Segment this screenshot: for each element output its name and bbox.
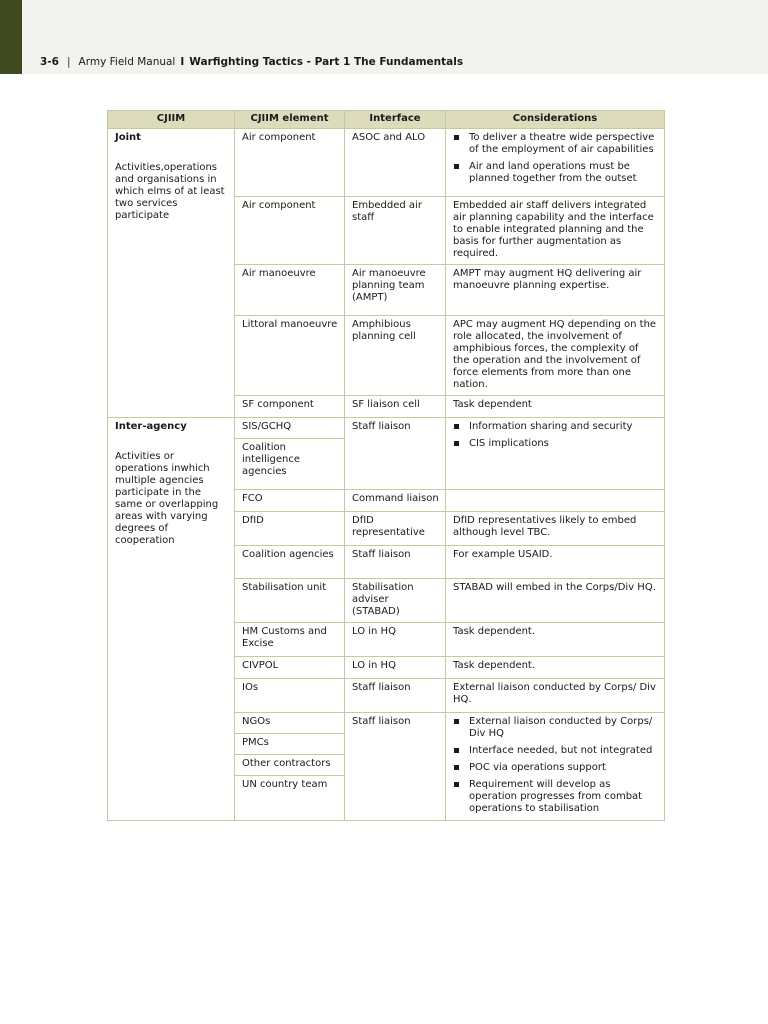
considerations-cell: Task dependent. [446, 657, 665, 679]
group-cell-interagency [108, 418, 235, 821]
element-cell: SF component [235, 396, 345, 418]
bullet-item: Air and land operations must be planned together from the outset [453, 161, 658, 185]
table-header-row [108, 111, 665, 129]
element-cell: SIS/GCHQ [235, 418, 345, 439]
element-cell: NGOs [235, 713, 345, 734]
element-cell: PMCs [235, 734, 345, 755]
column-header: CJIIM element [235, 111, 345, 129]
considerations-cell: Task dependent. [446, 623, 665, 657]
bullet-item: Information sharing and security [453, 421, 658, 433]
group-cell-joint [108, 129, 235, 418]
group-description: Activities or operations inwhich multiple agencies participate in the same or overlapping areas with varying degrees of cooperation [115, 451, 219, 546]
group-title: Inter-agency [115, 421, 187, 432]
element-cell: HM Customs and Excise [235, 623, 345, 657]
interface-cell: Staff liaison [345, 713, 446, 821]
element-cell: IOs [235, 679, 345, 713]
element-cell: Air manoeuvre [235, 265, 345, 316]
document-title: Warfighting Tactics - Part 1 The Fundamentals [189, 56, 464, 68]
element-cell: CIVPOL [235, 657, 345, 679]
bullet-item: Requirement will develop as operation progresses from combat operations to stabilisation [453, 779, 658, 815]
interface-cell: SF liaison cell [345, 396, 446, 418]
bullet-item: POC via operations support [453, 762, 658, 774]
considerations-cell: AMPT may augment HQ delivering air manoeuvre planning expertise. [446, 265, 665, 316]
considerations-cell: APC may augment HQ depending on the role allocated, the involvement of amphibious forces, the complexity of the operation and the involvement of force elements from more than one nation. [446, 316, 665, 396]
table-row [108, 418, 665, 439]
column-header: Considerations [446, 111, 665, 129]
interface-cell: Staff liaison [345, 679, 446, 713]
bullet-item: External liaison conducted by Corps/ Div HQ [453, 716, 658, 740]
considerations-cell: STABAD will embed in the Corps/Div HQ. [446, 579, 665, 623]
running-header [40, 56, 463, 68]
interface-cell: LO in HQ [345, 657, 446, 679]
interface-cell: Amphibious planning cell [345, 316, 446, 396]
header-accent-bar [0, 0, 22, 74]
group-title: Joint [115, 132, 141, 143]
interface-cell: Command liaison [345, 490, 446, 512]
cjiim-table [107, 110, 665, 821]
interface-cell: ASOC and ALO [345, 129, 446, 197]
considerations-cell: Task dependent [446, 396, 665, 418]
bullet-list [453, 421, 658, 450]
interface-cell: DfID representative [345, 512, 446, 546]
element-cell: Littoral manoeuvre [235, 316, 345, 396]
bullet-list [453, 716, 658, 815]
element-cell: Other contractors [235, 755, 345, 776]
element-cell: UN country team [235, 776, 345, 821]
group-description: Activities,operations and organisations in which elms of at least two services participate [115, 162, 225, 221]
column-header: Interface [345, 111, 446, 129]
element-cell: DfID [235, 512, 345, 546]
header-divider: I [180, 56, 185, 68]
element-cell: Coalition intelligence agencies [235, 439, 345, 490]
element-cell: FCO [235, 490, 345, 512]
element-cell: Air component [235, 197, 345, 265]
interface-cell: Stabilisation adviser (STABAD) [345, 579, 446, 623]
considerations-cell: DfID representatives likely to embed although level TBC. [446, 512, 665, 546]
bullet-item: CIS implications [453, 438, 658, 450]
page-number: 3-6 [40, 56, 59, 68]
interface-cell: Air manoeuvre planning team (AMPT) [345, 265, 446, 316]
column-header: CJIIM [108, 111, 235, 129]
manual-name: Army Field Manual [78, 56, 176, 68]
considerations-cell: Embedded air staff delivers integrated air planning capability and the interface to enable integrated planning and the basis for further augmentation as required. [446, 197, 665, 265]
considerations-cell [446, 490, 665, 512]
considerations-cell [446, 418, 665, 490]
element-cell: Air component [235, 129, 345, 197]
interface-cell: Staff liaison [345, 546, 446, 579]
table-row [108, 129, 665, 197]
considerations-cell: For example USAID. [446, 546, 665, 579]
interface-cell: Staff liaison [345, 418, 446, 490]
element-cell: Stabilisation unit [235, 579, 345, 623]
bullet-item: Interface needed, but not integrated [453, 745, 658, 757]
element-cell: Coalition agencies [235, 546, 345, 579]
bullet-list [453, 132, 658, 185]
bullet-item: To deliver a theatre wide perspective of the employment of air capabilities [453, 132, 658, 156]
interface-cell: LO in HQ [345, 623, 446, 657]
considerations-cell [446, 713, 665, 821]
header-separator: | [66, 56, 71, 68]
considerations-cell: External liaison conducted by Corps/ Div HQ. [446, 679, 665, 713]
interface-cell: Embedded air staff [345, 197, 446, 265]
considerations-cell [446, 129, 665, 197]
